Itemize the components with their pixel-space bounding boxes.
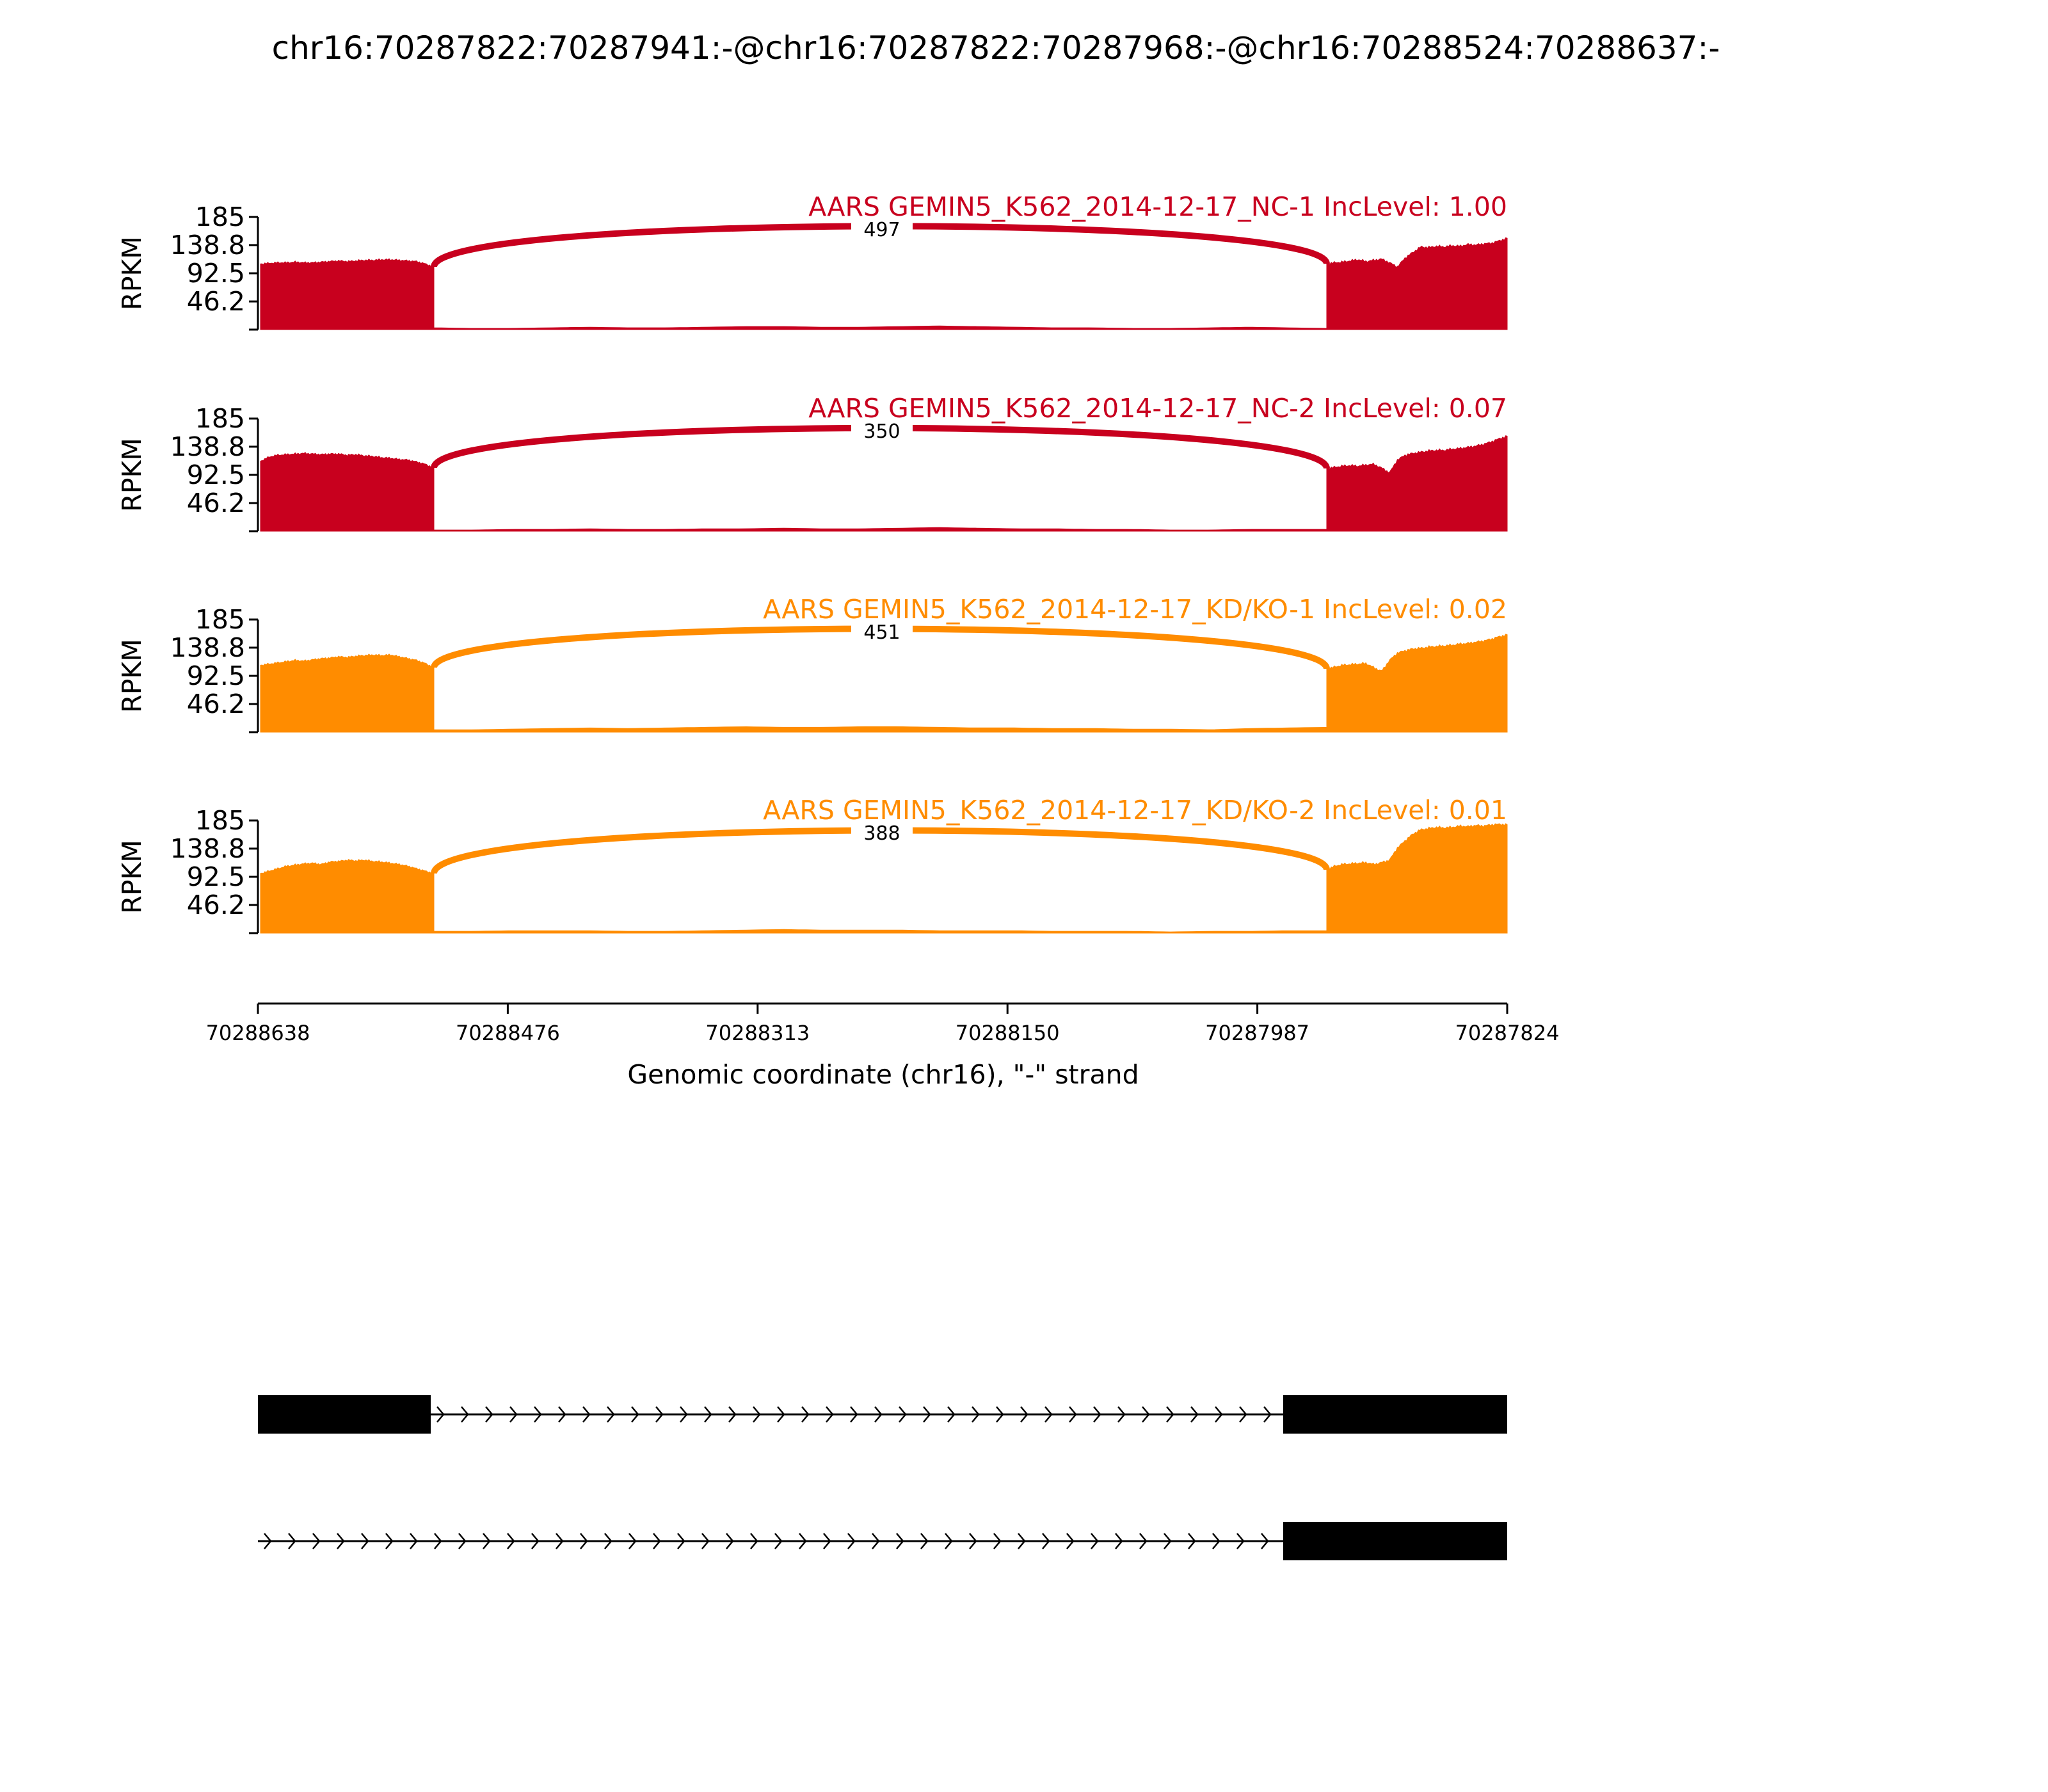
- track-panel: [116, 191, 1507, 330]
- y-tick-label: 185: [195, 202, 245, 232]
- y-tick-label: 138.8: [170, 833, 245, 864]
- junction-read-count: 350: [863, 420, 900, 443]
- junction-read-count: 497: [863, 219, 900, 241]
- y-axis-label: RPKM: [116, 840, 147, 914]
- coverage-tracks: [116, 191, 1507, 933]
- x-tick-label: 70288150: [955, 1021, 1060, 1045]
- y-tick-label: 138.8: [170, 632, 245, 663]
- x-axis-label: Genomic coordinate (chr16), "-" strand: [627, 1059, 1139, 1090]
- coverage-area: [260, 436, 1507, 531]
- y-tick-label: 92.5: [186, 460, 245, 490]
- track-panel: [116, 594, 1507, 732]
- y-tick-label: 46.2: [186, 689, 245, 720]
- figure-title: chr16:70287822:70287941:-@chr16:70287822:70287968:-@chr16:70288524:70288637:-: [271, 29, 1720, 67]
- x-tick-label: 70288313: [705, 1021, 810, 1045]
- y-tick-label: 92.5: [186, 861, 245, 892]
- junction-read-count: 388: [863, 822, 900, 845]
- track-panel: [116, 393, 1507, 531]
- y-tick-label: 92.5: [186, 258, 245, 289]
- exon-block: [1283, 1522, 1507, 1560]
- exon-block: [1283, 1395, 1507, 1434]
- x-tick-label: 70288476: [455, 1021, 560, 1045]
- x-axis: [206, 1004, 1560, 1045]
- coverage-area: [260, 634, 1507, 732]
- y-tick-label: 46.2: [186, 286, 245, 317]
- y-axis-label: RPKM: [116, 438, 147, 512]
- track-panel: [116, 795, 1507, 933]
- coverage-area: [260, 238, 1507, 330]
- y-tick-label: 138.8: [170, 431, 245, 462]
- y-tick-label: 46.2: [186, 890, 245, 921]
- sample-label: AARS GEMIN5_K562_2014-12-17_KD/KO-1 IncLevel: 0.02: [763, 594, 1507, 625]
- y-tick-label: 185: [195, 604, 245, 635]
- y-tick-label: 46.2: [186, 488, 245, 519]
- y-tick-label: 92.5: [186, 660, 245, 691]
- x-tick-label: 70287824: [1455, 1021, 1560, 1045]
- x-tick-label: 70287987: [1205, 1021, 1310, 1045]
- x-tick-label: 70288638: [205, 1021, 310, 1045]
- y-tick-label: 185: [195, 805, 245, 836]
- y-tick-label: 185: [195, 403, 245, 434]
- junction-read-count: 451: [863, 621, 900, 644]
- y-tick-label: 138.8: [170, 229, 245, 260]
- exon-block: [258, 1395, 431, 1434]
- sample-label: AARS GEMIN5_K562_2014-12-17_NC-2 IncLevel: 0.07: [808, 393, 1507, 424]
- y-axis-label: RPKM: [116, 639, 147, 713]
- sample-label: AARS GEMIN5_K562_2014-12-17_NC-1 IncLevel: 1.00: [808, 191, 1507, 222]
- gene-model: [258, 1522, 1507, 1560]
- sample-label: AARS GEMIN5_K562_2014-12-17_KD/KO-2 IncLevel: 0.01: [763, 795, 1507, 826]
- y-axis-label: RPKM: [116, 236, 147, 310]
- gene-model: [258, 1395, 1507, 1434]
- gene-models: [258, 1395, 1507, 1560]
